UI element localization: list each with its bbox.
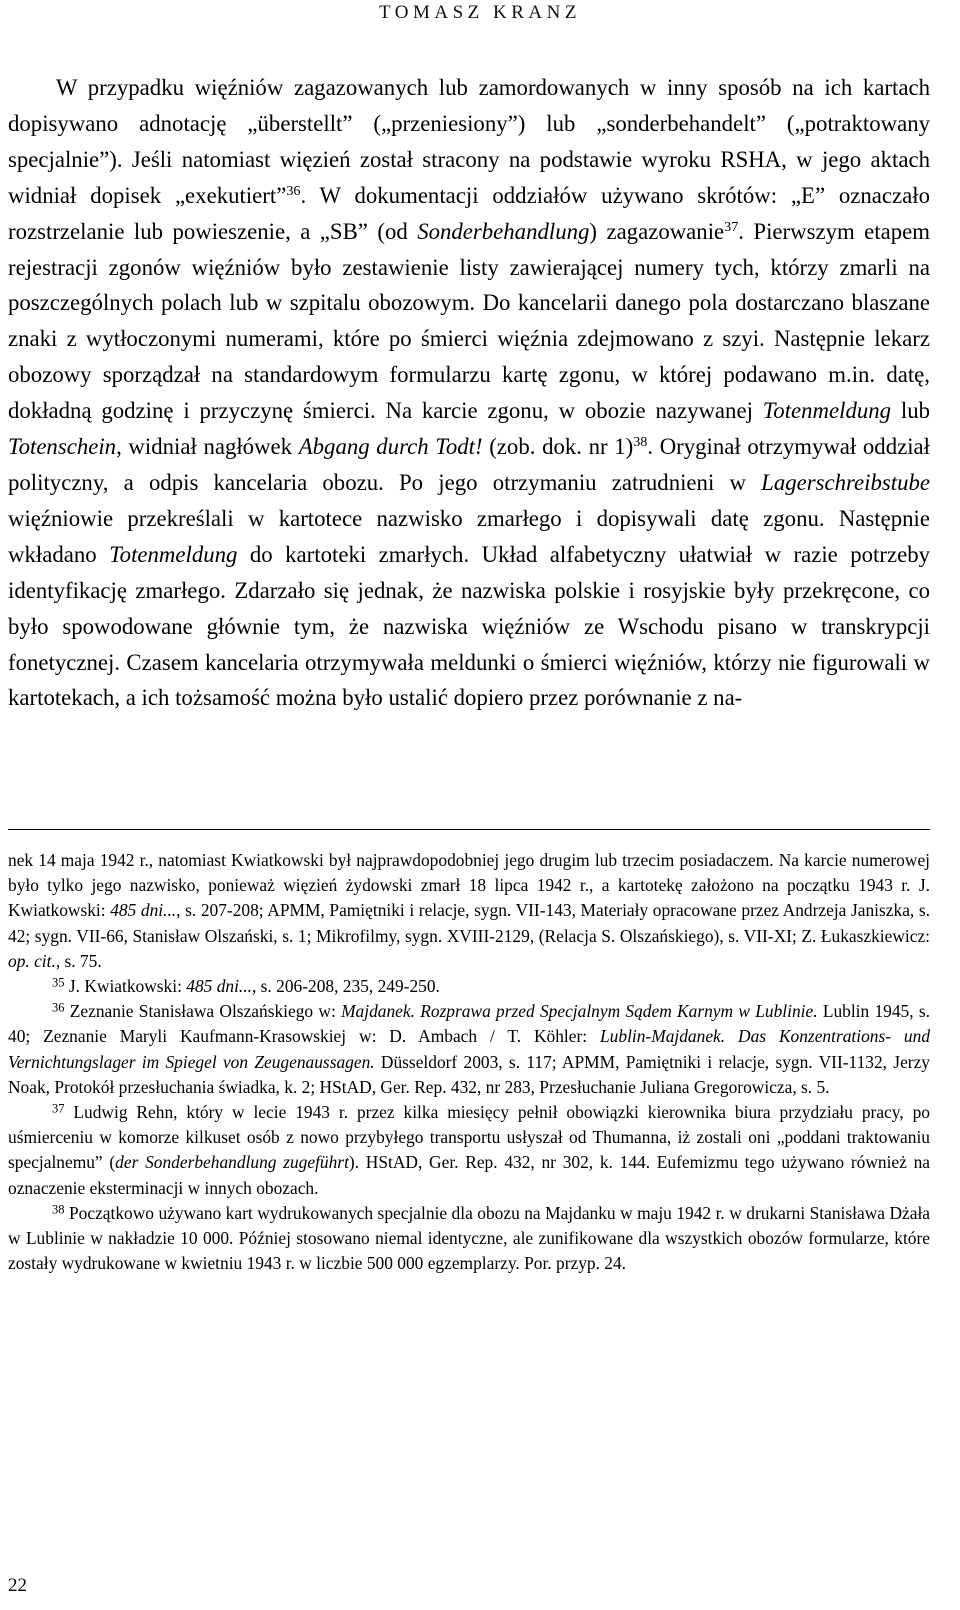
text-run: , s. 207-208; APMM, Pamiętniki i relacje, sygn. VII-143, Materiały opracowane przez Andrzeja Janiszka, s. 42; sygn. VII-66, Stanisław Olszański, s. 1; Mikrofilmy, sygn. XVIII-2129, (Relacja S. Olszańskiego), s. VII-XI; Z. Łukaszkiewicz:	[8, 900, 930, 946]
footnote-36	[8, 999, 930, 1100]
italic-term: Lagerschreibstube	[761, 469, 930, 495]
footnotes	[8, 848, 930, 1276]
footnote-35	[8, 974, 930, 999]
italic-term: Sonderbehandlung	[417, 218, 590, 244]
text-run: ). HStAD, Ger. Rep. 432, nr 302, k. 144. Eufemizmu tego używano również na oznaczenie eksterminacji w innych obozach.	[8, 1152, 931, 1198]
paragraph	[8, 70, 930, 716]
text-run: Lublin 1945, s. 40; Zeznanie Maryli Kaufmann-Krasowskiej w: D. Ambach / T. Köhler:	[8, 1001, 930, 1047]
italic-term: der Sonderbehandlung zugeführt	[115, 1152, 349, 1173]
footnote-ref-36[interactable]: 36	[286, 182, 301, 199]
footnote-number: 35	[52, 975, 65, 990]
text-run: (zob. dok. nr 1)	[482, 434, 634, 460]
text-run: więźniowie przekreślali w kartotece nazwisko zmarłego i dopisywali datę zgonu. Następnie wkładano	[8, 505, 930, 567]
text-run: Düsseldorf 2003, s. 117; APMM, Pamiętniki i relacje, sygn. VII-1132, Jerzy Noak, Protokół przesłuchania świadka, k. 2; HStAD, Ger. Rep. 432, nr 283, Przesłuchanie Juliana Gregorowicza, s. 5.	[8, 1051, 930, 1097]
footnote-ref-38[interactable]: 38	[633, 434, 648, 451]
italic-term: Totenmeldung	[762, 398, 892, 424]
footnote-ref-37[interactable]: 37	[724, 218, 739, 235]
text-run: Zeznanie Stanisława Olszańskiego w:	[64, 1001, 342, 1022]
text-run: , widniał nagłówek	[116, 434, 299, 460]
italic-term: Abgang durch Todt!	[298, 434, 483, 460]
text-run: . Oryginał otrzymywał oddział polityczny, a odpis kancelaria obozu. Po jego otrzymaniu zatrudnieni w	[8, 434, 931, 495]
footnote-number: 36	[52, 1000, 65, 1015]
italic-term: Lublin-Majdanek. Das Konzentrations- und Vernichtungslager im Spiegel von Zeugenaussagen.	[8, 1026, 931, 1072]
text-run: Początkowo używano kart wydrukowanych specjalnie dla obozu na Majdanku w maju 1942 r. w drukarni Stanisława Dżała w Lublinie w nakładzie 10 000. Później stosowano niemal identyczne, ale zunifikowane dla wszystkich obozów formularze, które zostały wydrukowane w kwietniu 1943 r. w liczbie 500 000 egzemplarzy. Por. przyp. 24.	[8, 1202, 930, 1274]
footnote-38	[8, 1201, 930, 1277]
footnote-number: 37	[52, 1101, 65, 1116]
running-header: TOMASZ KRANZ	[379, 2, 581, 23]
text-run: , s. 75.	[55, 950, 102, 971]
text-run: do kartoteki zmarłych. Układ alfabetyczny ułatwiał w razie potrzeby identyfikację zmarłego. Zdarzało się jednak, że nazwiska polskie i rosyjskie były przekręcone, co było spowodowane głównie tym, że nazwiska więźniów ze Wschodu pisano w transkrypcji fonetycznej. Czasem kancelaria otrzymywała meldunki o śmierci więźniów, którzy nie figurowali w kartotekach, a ich tożsamość można było ustalić dopiero przez porównanie z na-	[8, 541, 930, 711]
footnote-37	[8, 1100, 930, 1201]
footnote-divider	[8, 829, 930, 830]
italic-term: Majdanek. Rozprawa przed Specjalnym Sądem Karnym w Lublinie.	[341, 1001, 818, 1022]
italic-term: 485 dni...	[110, 900, 177, 921]
text-run: lub	[891, 398, 930, 424]
page-number: 22	[8, 1575, 27, 1596]
text-run: W przypadku więźniów zagazowanych lub zamordowanych w inny sposób na ich kartach dopisywano adnotację „überstellt” („przeniesiony”) lub „sonderbehandelt” („potraktowany specjalnie”). Jeśli natomiast więzień został stracony na podstawie wyroku RSHA, w jego aktach widniał dopisek „exekutiert”	[8, 75, 930, 208]
text-run: nek 14 maja 1942 r., natomiast Kwiatkowski był najprawdopodobniej jego drugim lub trzecim posiadaczem. Na karcie numerowej było tylko jego nazwisko, ponieważ więzień żydowski zmarł 18 lipca 1942 r., a kartotekę założono na początku 1943 r. J. Kwiatkowski:	[8, 850, 930, 921]
text-run: J. Kwiatkowski:	[64, 976, 187, 997]
italic-term: 485 dni...	[186, 976, 252, 997]
text-run: . Pierwszym etapem rejestracji zgonów więźniów było zestawienie listy zawierającej numery tych, którzy zmarli na poszczególnych polach lub w szpitalu obozowym. Do kancelarii danego pola dostarczano blaszane znaki z wytłoczonymi numerami, które po śmierci więźnia zdejmowano z szyi. Następnie lekarz obozowy sporządzał na standardowym formularzu kartę zgonu, w której podawano m.in. datę, dokładną godzinę i przyczynę śmierci. Na karcie zgonu, w obozie nazywanej	[8, 218, 930, 424]
text-run: , s. 206-208, 235, 249-250.	[251, 976, 440, 997]
text-run: ) zagazowanie	[589, 218, 725, 244]
footnote-continuation	[8, 848, 930, 974]
main-text	[8, 70, 930, 716]
text-run: . W dokumentacji oddziałów używano skrótów: „E” oznaczało rozstrzelanie lub powieszenie, a „SB” (od	[8, 182, 930, 244]
italic-term: op. cit.	[8, 950, 56, 971]
italic-term: Totenmeldung	[109, 541, 238, 567]
text-run: Ludwig Rehn, który w lecie 1943 r. przez kilka miesięcy pełnił obowiązki kierownika biura przydziału pracy, po uśmierceniu w komorze kilkuset osób z nowo przybyłego transportu usłyszał od Thumanna, iż zostali oni „poddani traktowaniu specjalnemu” (	[8, 1102, 930, 1173]
italic-term: Totenschein	[8, 434, 117, 460]
footnote-number: 38	[52, 1202, 65, 1217]
